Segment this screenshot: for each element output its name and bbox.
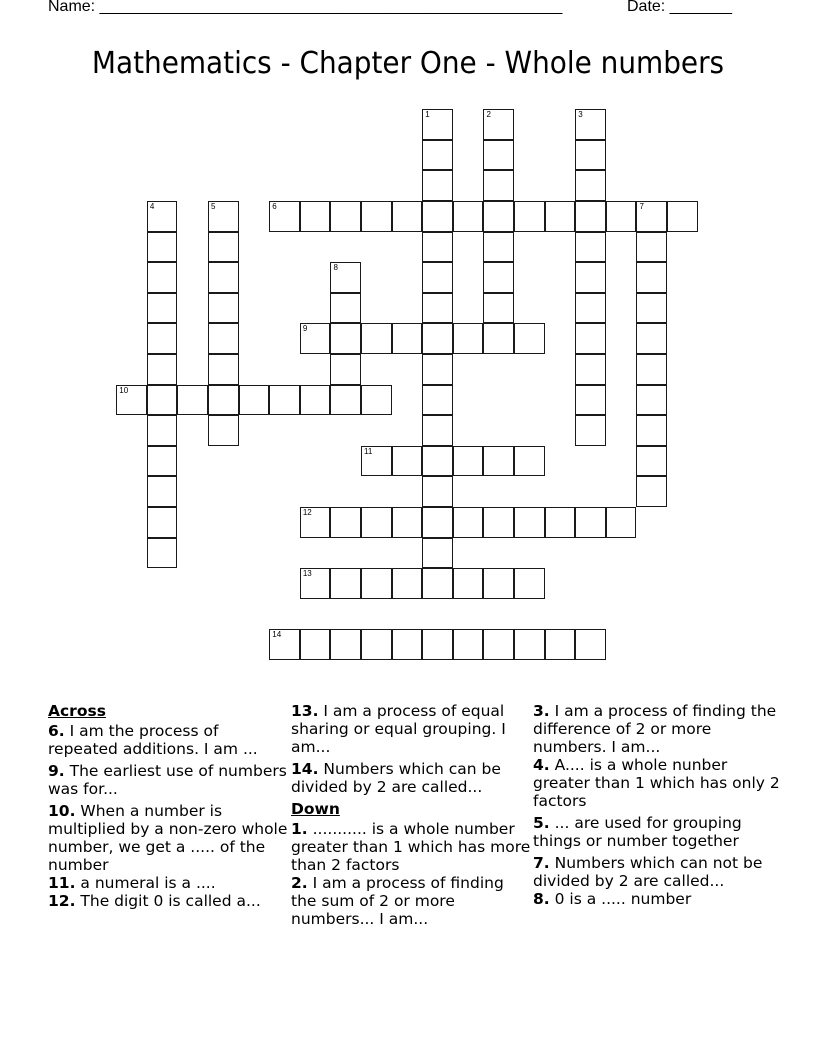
clue-number: 8. [533,890,550,908]
crossword-cell[interactable] [361,323,392,354]
crossword-cell[interactable] [575,293,606,324]
clue-text: A.... is a whole nunber greater than 1 which has only 2 factors [533,756,780,810]
crossword-cell[interactable] [575,170,606,201]
clue-number: 3. [533,702,550,720]
crossword-cell[interactable] [330,568,361,599]
crossword-cell[interactable] [361,201,392,232]
crossword-cell[interactable] [606,507,637,538]
crossword-cell[interactable] [422,507,453,538]
crossword-cell[interactable] [330,201,361,232]
crossword-cell[interactable] [147,538,178,569]
crossword-cell[interactable] [330,293,361,324]
across-heading: Across [48,702,106,720]
crossword-cell[interactable] [575,415,606,446]
crossword-cell[interactable] [330,323,361,354]
crossword-cell[interactable] [392,568,423,599]
crossword-cell[interactable] [483,507,514,538]
crossword-cell[interactable] [575,109,606,140]
crossword-cell[interactable] [545,507,576,538]
cell-number: 8 [333,263,338,273]
crossword-cell[interactable] [483,232,514,263]
clues-column-1 [48,702,288,914]
clue-across-14 [291,760,531,796]
crossword-cell[interactable] [300,568,331,599]
cell-number: 9 [302,324,308,334]
crossword-cell[interactable] [422,476,453,507]
clue-down-3 [533,702,783,756]
crossword-cell[interactable] [422,293,453,324]
clue-down-2 [291,874,531,928]
crossword-cell[interactable] [453,446,484,477]
crossword-cell[interactable] [208,415,239,446]
clue-number: 4. [533,756,550,774]
clue-text: Numbers which can not be divided by 2 are called... [533,854,763,890]
clue-number: 12. [48,892,76,910]
crossword-cell[interactable] [361,385,392,416]
cell-number: 12 [302,508,312,518]
crossword-cell[interactable] [636,354,667,385]
crossword-cell[interactable] [147,415,178,446]
crossword-cell[interactable] [177,385,208,416]
crossword-cell[interactable] [392,323,423,354]
crossword-cell[interactable] [422,446,453,477]
crossword-cell[interactable] [330,354,361,385]
crossword-cell[interactable] [422,538,453,569]
clue-number: 9. [48,762,65,780]
crossword-cell[interactable] [300,201,331,232]
crossword-cell[interactable] [147,385,178,416]
crossword-cell[interactable] [269,201,300,232]
crossword-cell[interactable] [575,323,606,354]
crossword-cell[interactable] [330,385,361,416]
clue-number: 14. [291,760,319,778]
crossword-cell[interactable] [422,385,453,416]
clue-down-8 [533,890,783,908]
crossword-cell[interactable] [361,568,392,599]
clue-across-6 [48,722,288,758]
crossword-cell[interactable] [636,201,667,232]
clue-text: When a number is multiplied by a non-zero whole number, we get a ..... of the number [48,802,288,874]
crossword-cell[interactable] [147,354,178,385]
down-heading: Down [291,800,340,818]
clue-down-4 [533,756,783,810]
clue-across-11 [48,874,288,892]
crossword-cell[interactable] [422,140,453,171]
crossword-cell[interactable] [453,323,484,354]
clue-down-1 [291,820,531,874]
clue-text: I am a process of finding the sum of 2 or more numbers... I am... [291,874,504,928]
crossword-cell[interactable] [575,201,606,232]
crossword-cell[interactable] [300,385,331,416]
clue-across-10 [48,802,288,874]
clue-text: The earliest use of numbers was for... [48,762,287,798]
clue-text: 0 is a ..... number [549,890,692,908]
crossword-cell[interactable] [453,568,484,599]
crossword-cell[interactable] [453,629,484,660]
cell-number: 4 [149,202,155,212]
clue-number: 13. [291,702,319,720]
crossword-cell[interactable] [575,262,606,293]
crossword-cell[interactable] [147,262,178,293]
crossword-cell[interactable] [483,201,514,232]
crossword-cell[interactable] [575,232,606,263]
crossword-cell[interactable] [422,201,453,232]
clue-number: 11. [48,874,76,892]
crossword-cell[interactable] [330,629,361,660]
crossword-cell[interactable] [545,629,576,660]
cell-number: 6 [272,202,277,212]
crossword-cell[interactable] [147,323,178,354]
crossword-cell[interactable] [422,109,453,140]
clue-number: 7. [533,854,550,872]
crossword-cell[interactable] [453,507,484,538]
crossword-cell[interactable] [208,262,239,293]
crossword-cell[interactable] [422,354,453,385]
name-field[interactable]: Name: ____________________________________________________ [48,0,563,15]
crossword-cell[interactable] [636,262,667,293]
crossword-cell[interactable] [361,629,392,660]
crossword-cell[interactable] [636,232,667,263]
clue-text: ... are used for grouping things or number together [533,814,742,850]
clue-down-5 [533,814,783,850]
crossword-cell[interactable] [453,201,484,232]
crossword-cell[interactable] [330,507,361,538]
crossword-cell[interactable] [422,232,453,263]
cell-number: 14 [272,630,282,640]
cell-number: 2 [486,110,491,120]
crossword-cell[interactable] [361,446,392,477]
crossword-cell[interactable] [636,293,667,324]
crossword-cell[interactable] [208,232,239,263]
crossword-cell[interactable] [636,446,667,477]
crossword-cell[interactable] [300,507,331,538]
crossword-cell[interactable] [422,568,453,599]
clue-across-12 [48,892,288,910]
cell-number: 1 [425,110,430,120]
clue-number: 2. [291,874,308,892]
crossword-cell[interactable] [575,507,606,538]
crossword-cell[interactable] [483,170,514,201]
crossword-cell[interactable] [514,201,545,232]
crossword-cell[interactable] [575,140,606,171]
crossword-cell[interactable] [147,446,178,477]
crossword-cell[interactable] [606,201,637,232]
clue-text: I am the process of repeated additions. I am ... [48,722,258,758]
crossword-cell[interactable] [269,629,300,660]
crossword-cell[interactable] [330,262,361,293]
crossword-cell[interactable] [147,476,178,507]
crossword-cell[interactable] [483,446,514,477]
crossword-cell[interactable] [208,354,239,385]
crossword-cell[interactable] [636,323,667,354]
crossword-cell[interactable] [483,568,514,599]
crossword-cell[interactable] [514,323,545,354]
crossword-cell[interactable] [392,507,423,538]
crossword-cell[interactable] [483,140,514,171]
crossword-cell[interactable] [514,629,545,660]
crossword-cell[interactable] [392,201,423,232]
clue-number: 10. [48,802,76,820]
crossword-cell[interactable] [147,232,178,263]
page-title: Mathematics - Chapter One - Whole numbers [91,46,725,81]
crossword-cell[interactable] [147,293,178,324]
crossword-cell[interactable] [514,446,545,477]
crossword-cell[interactable] [422,415,453,446]
crossword-cell[interactable] [575,354,606,385]
crossword-cell[interactable] [514,568,545,599]
clue-across-9 [48,762,288,798]
clue-across-13 [291,702,531,756]
clue-text: ........... is a whole number greater than 1 which has more than 2 factors [291,820,531,874]
crossword-cell[interactable] [545,201,576,232]
clue-text: I am a process of finding the difference of 2 or more numbers. I am... [533,702,777,756]
crossword-cell[interactable] [361,507,392,538]
crossword-cell[interactable] [483,629,514,660]
crossword-cell[interactable] [483,262,514,293]
crossword-cell[interactable] [239,385,270,416]
crossword-cell[interactable] [269,385,300,416]
crossword-cell[interactable] [636,385,667,416]
cell-number: 5 [211,202,216,212]
cell-number: 10 [119,385,129,395]
crossword-cell[interactable] [208,293,239,324]
crossword-cell[interactable] [392,629,423,660]
crossword-cell[interactable] [483,109,514,140]
crossword-cell[interactable] [514,507,545,538]
crossword-cell[interactable] [636,415,667,446]
cell-number: 13 [302,569,312,579]
cell-number: 11 [364,446,373,456]
crossword-cell[interactable] [208,385,239,416]
crossword-cell[interactable] [667,201,698,232]
crossword-cell[interactable] [208,201,239,232]
crossword-cell[interactable] [147,201,178,232]
clues-column-3 [533,702,783,912]
crossword-cell[interactable] [575,385,606,416]
clue-number: 6. [48,722,65,740]
crossword-cell[interactable] [392,446,423,477]
crossword-cell[interactable] [422,262,453,293]
crossword-cell[interactable] [422,323,453,354]
date-field[interactable]: Date: _______ [627,0,732,15]
crossword-cell[interactable] [208,323,239,354]
crossword-cell[interactable] [116,385,147,416]
crossword-cell[interactable] [422,629,453,660]
crossword-cell[interactable] [147,507,178,538]
crossword-cell[interactable] [483,323,514,354]
crossword-cell[interactable] [575,629,606,660]
clue-number: 5. [533,814,550,832]
clue-text: Numbers which can be divided by 2 are called... [291,760,501,796]
clue-text: The digit 0 is called a... [75,892,261,910]
crossword-cell[interactable] [422,170,453,201]
crossword-cell[interactable] [300,323,331,354]
cell-number: 3 [578,110,583,120]
clues-column-2 [291,702,531,932]
clue-text: a numeral is a .... [75,874,216,892]
cell-number: 7 [639,202,644,212]
clue-number: 1. [291,820,308,838]
clue-text: I am a process of equal sharing or equal grouping. I am... [291,702,506,756]
crossword-cell[interactable] [636,476,667,507]
crossword-cell[interactable] [300,629,331,660]
clue-down-7 [533,854,783,890]
crossword-cell[interactable] [483,293,514,324]
